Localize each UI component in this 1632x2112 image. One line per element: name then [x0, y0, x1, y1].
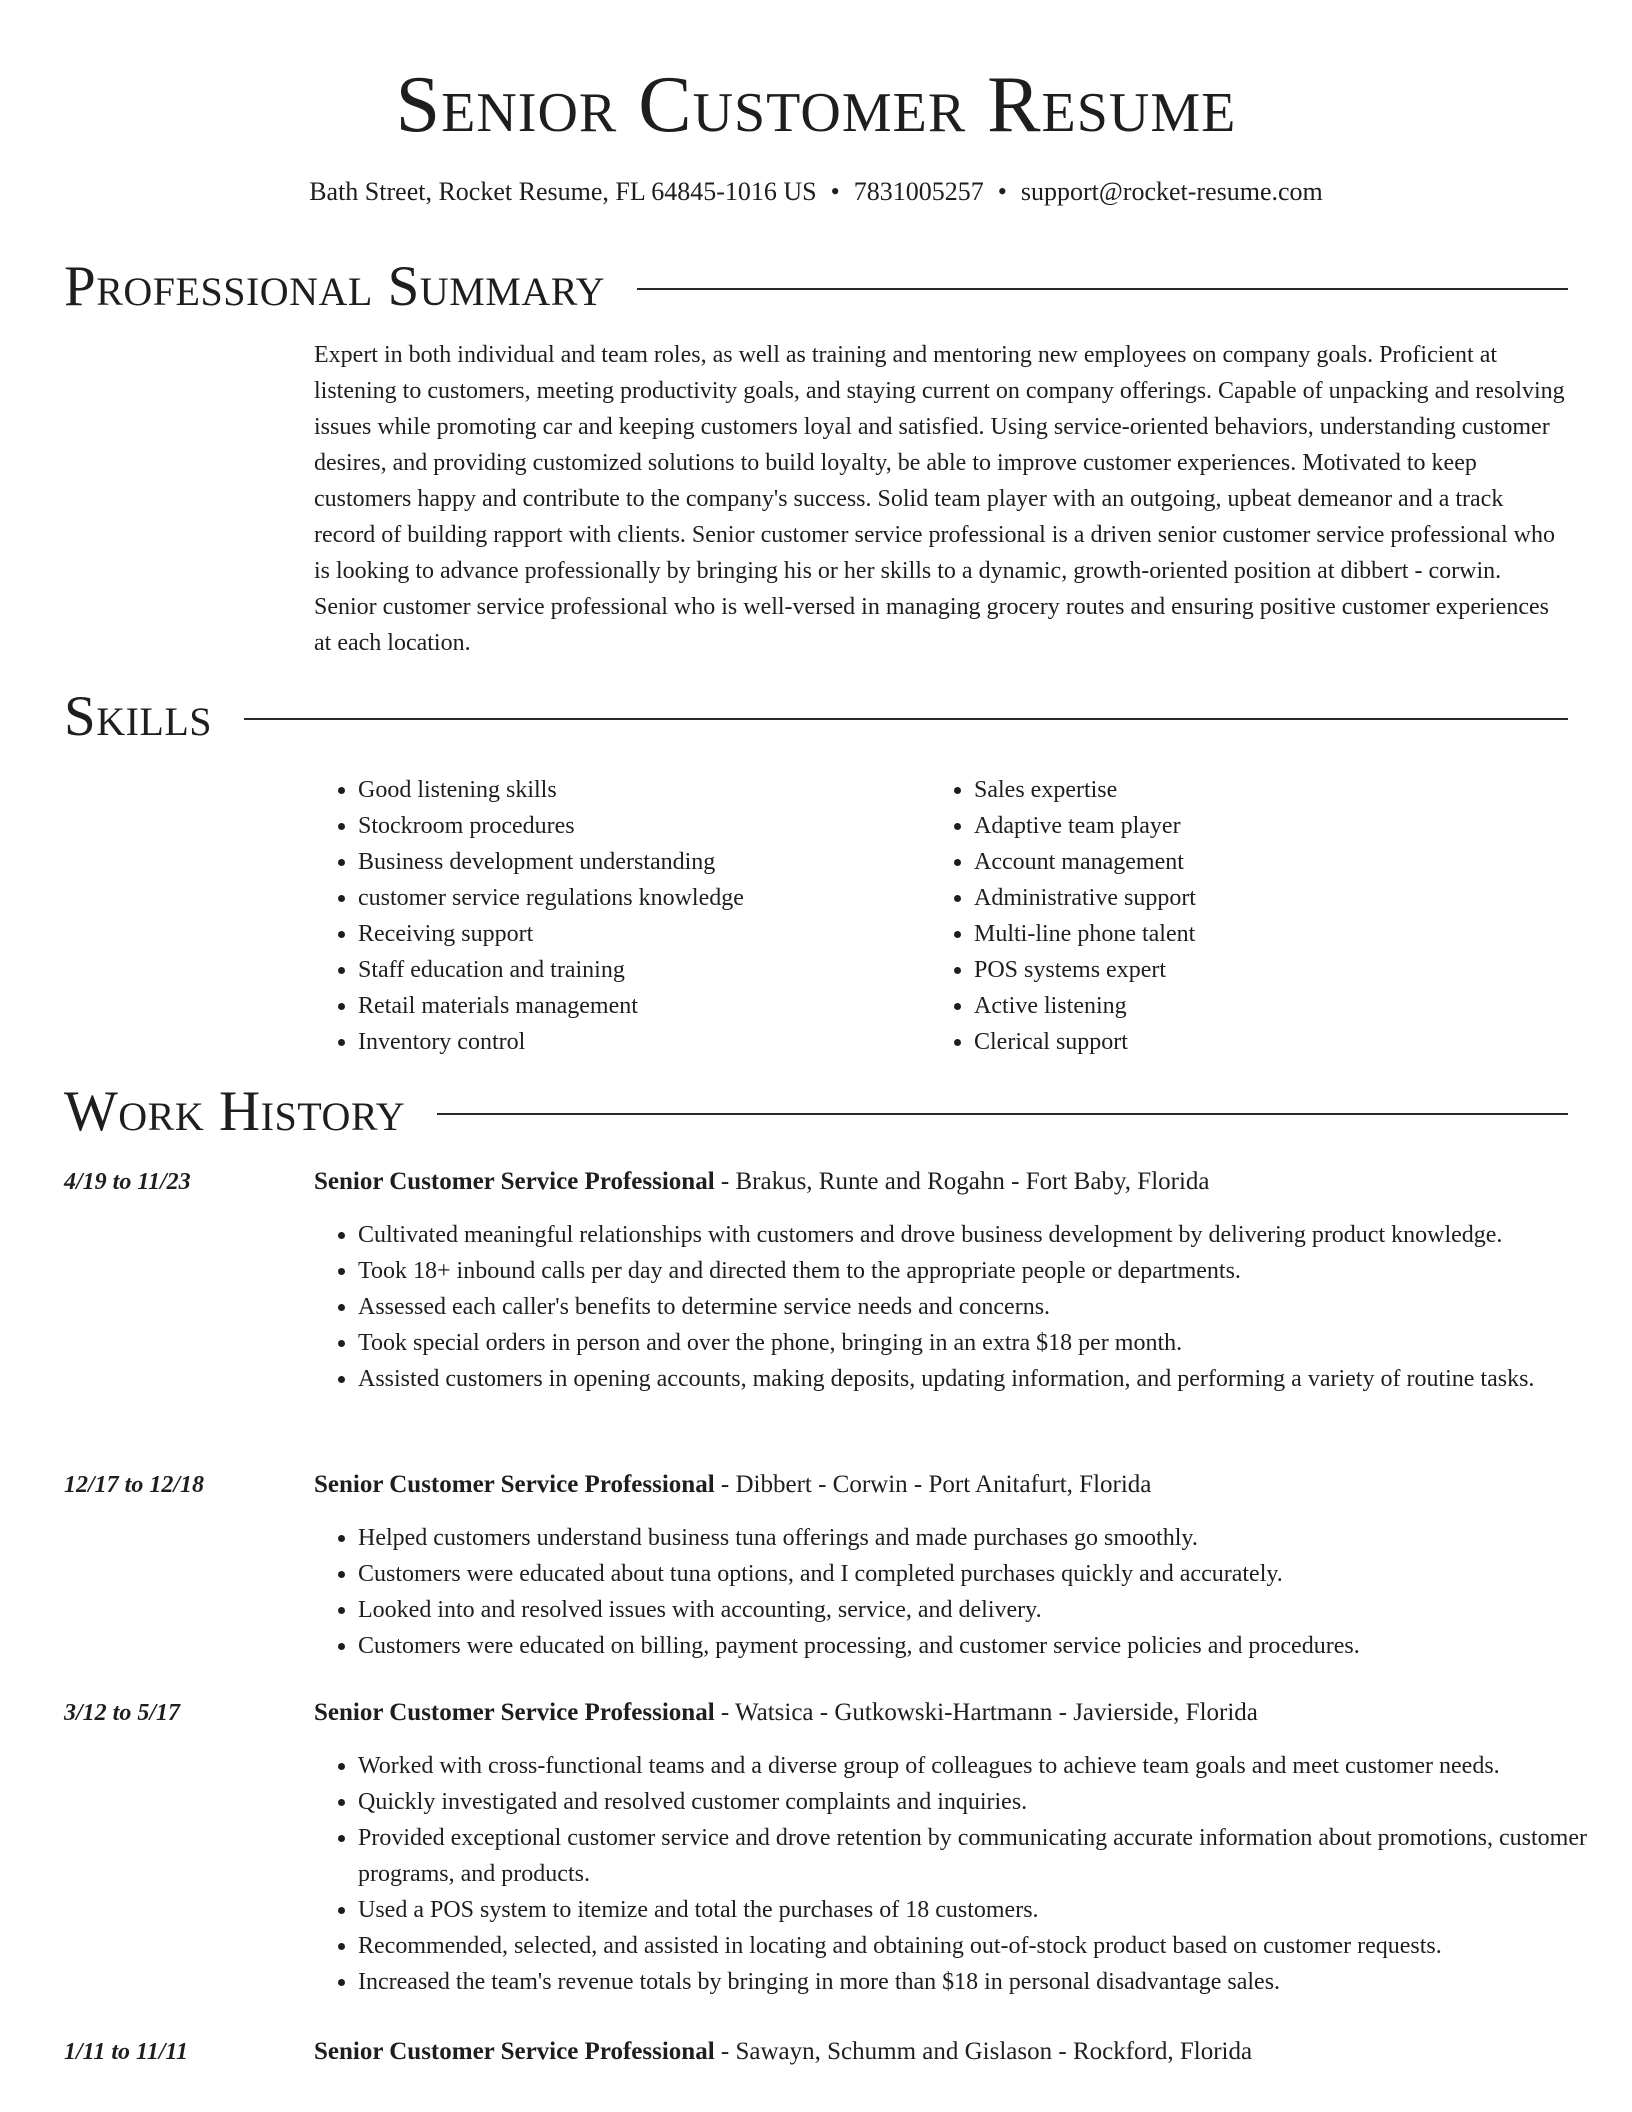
skill-item: • Business development understanding [358, 844, 744, 880]
skill-item: • Account management [974, 844, 1196, 880]
job-bullet: • Recommended, selected, and assisted in locating and obtaining out-of-stock product based on customer requests. [358, 1928, 1612, 1964]
skills-section-header [64, 686, 1568, 748]
job-bullet-list [314, 1748, 1612, 2000]
job-employer-location: - Watsica - Gutkowski-Hartmann - Javierside, Florida [714, 1699, 1258, 1726]
job-title: Senior Customer Service Professional [314, 1168, 715, 1195]
job-dates: 1/11 to 11/11 [64, 2039, 189, 2065]
contact-separator: • [830, 177, 840, 206]
contact-separator: • [997, 177, 1007, 206]
skill-item: • Sales expertise [974, 772, 1196, 808]
job-title: Senior Customer Service Professional [314, 1471, 715, 1498]
job-dates: 3/12 to 5/17 [64, 1700, 181, 1726]
contact-email: support@rocket-resume.com [1020, 177, 1323, 206]
job-bullet: • Customers were educated on billing, payment processing, and customer service policies and procedures. [358, 1628, 1612, 1664]
job-bullet: • Assisted customers in opening accounts, making deposits, updating information, and performing a variety of routine tasks. [358, 1361, 1612, 1397]
job-employer-location: - Brakus, Runte and Rogahn - Fort Baby, Florida [714, 1168, 1210, 1195]
skill-item: • POS systems expert [974, 952, 1196, 988]
skill-item: • Active listening [974, 988, 1196, 1024]
skill-item: • Clerical support [974, 1024, 1196, 1060]
skills-column-right [930, 772, 1196, 1060]
job-bullet-list [314, 1520, 1612, 1664]
job-bullet: • Worked with cross-functional teams and a diverse group of colleagues to achieve team goals and meet customer needs. [358, 1748, 1612, 1784]
work-section-title: Work History [64, 1080, 406, 1143]
job-bullet: • Cultivated meaningful relationships with customers and drove business development by delivering product knowledge. [358, 1217, 1612, 1253]
skill-item: • Multi-line phone talent [974, 916, 1196, 952]
skill-item: • Staff education and training [358, 952, 744, 988]
skills-column-left [314, 772, 744, 1060]
job-heading [314, 1695, 1568, 1731]
contact-address: Bath Street, Rocket Resume, FL 64845-1016 US [309, 177, 817, 206]
section-divider [637, 288, 1568, 290]
skill-item: • Receiving support [358, 916, 744, 952]
job-bullet: • Helped customers understand business tuna offerings and made purchases go smoothly. [358, 1520, 1612, 1556]
job-title: Senior Customer Service Professional [314, 1699, 715, 1726]
summary-text: Expert in both individual and team roles, as well as training and mentoring new employees on company goals. Proficient at listening to customers, meeting productivity goals, and staying current on company offerings. Capable of unpacking and resolving issues while promoting car and keeping customers loyal and satisfied. Using service-oriented behaviors, understanding customer desires, and providing customized solutions to build loyalty, be able to improve customer experiences. Motivated to keep customers happy and contribute to the company's success. Solid team player with an outgoing, upbeat demeanor and a track record of building rapport with clients. Senior customer service professional is a driven senior customer service professional who is looking to advance professionally by bringing his or her skills to a dynamic, growth-oriented position at dibbert - corwin. Senior customer service professional who is well-versed in managing grocery routes and ensuring positive customer experiences at each location. [314, 342, 1565, 656]
section-divider [244, 718, 1568, 720]
job-bullet: • Took special orders in person and over the phone, bringing in an extra $18 per month. [358, 1325, 1612, 1361]
summary-section-header [64, 256, 1568, 318]
skills-section-title: Skills [64, 685, 213, 748]
contact-line [0, 176, 1632, 208]
job-bullet: • Looked into and resolved issues with accounting, service, and delivery. [358, 1592, 1612, 1628]
skill-item: • Inventory control [358, 1024, 744, 1060]
skill-item: • Retail materials management [358, 988, 744, 1024]
job-bullet: • Took 18+ inbound calls per day and directed them to the appropriate people or departments. [358, 1253, 1612, 1289]
job-employer-location: - Dibbert - Corwin - Port Anitafurt, Florida [714, 1471, 1152, 1498]
job-bullet: • Quickly investigated and resolved customer complaints and inquiries. [358, 1784, 1612, 1820]
job-bullet: • Used a POS system to itemize and total the purchases of 18 customers. [358, 1892, 1612, 1928]
skill-item: • Administrative support [974, 880, 1196, 916]
job-dates: 12/17 to 12/18 [64, 1472, 205, 1498]
skill-item: • customer service regulations knowledge [358, 880, 744, 916]
job-heading [314, 1467, 1568, 1503]
job-bullet: • Assessed each caller's benefits to determine service needs and concerns. [358, 1289, 1612, 1325]
job-dates: 4/19 to 11/23 [64, 1169, 191, 1195]
job-bullet: • Customers were educated about tuna options, and I completed purchases quickly and accurately. [358, 1556, 1612, 1592]
resume-name: Senior Customer Resume [395, 61, 1237, 149]
work-section-header [64, 1081, 1568, 1143]
job-employer-location: - Sawayn, Schumm and Gislason - Rockford, Florida [714, 2038, 1253, 2065]
skill-item: • Adaptive team player [974, 808, 1196, 844]
contact-phone: 7831005257 [853, 177, 984, 206]
job-bullet-list [314, 1217, 1612, 1397]
job-heading [314, 2034, 1568, 2070]
job-bullet: • Increased the team's revenue totals by bringing in more than $18 in personal disadvantage sales. [358, 1964, 1612, 2000]
skill-item: • Stockroom procedures [358, 808, 744, 844]
section-divider [437, 1113, 1568, 1115]
job-heading [314, 1164, 1568, 1200]
job-title: Senior Customer Service Professional [314, 2038, 715, 2065]
job-bullet: • Provided exceptional customer service and drove retention by communicating accurate information about promotions, customer programs, and products. [358, 1820, 1612, 1892]
skill-item: • Good listening skills [358, 772, 744, 808]
summary-section-title: Professional Summary [64, 255, 606, 318]
